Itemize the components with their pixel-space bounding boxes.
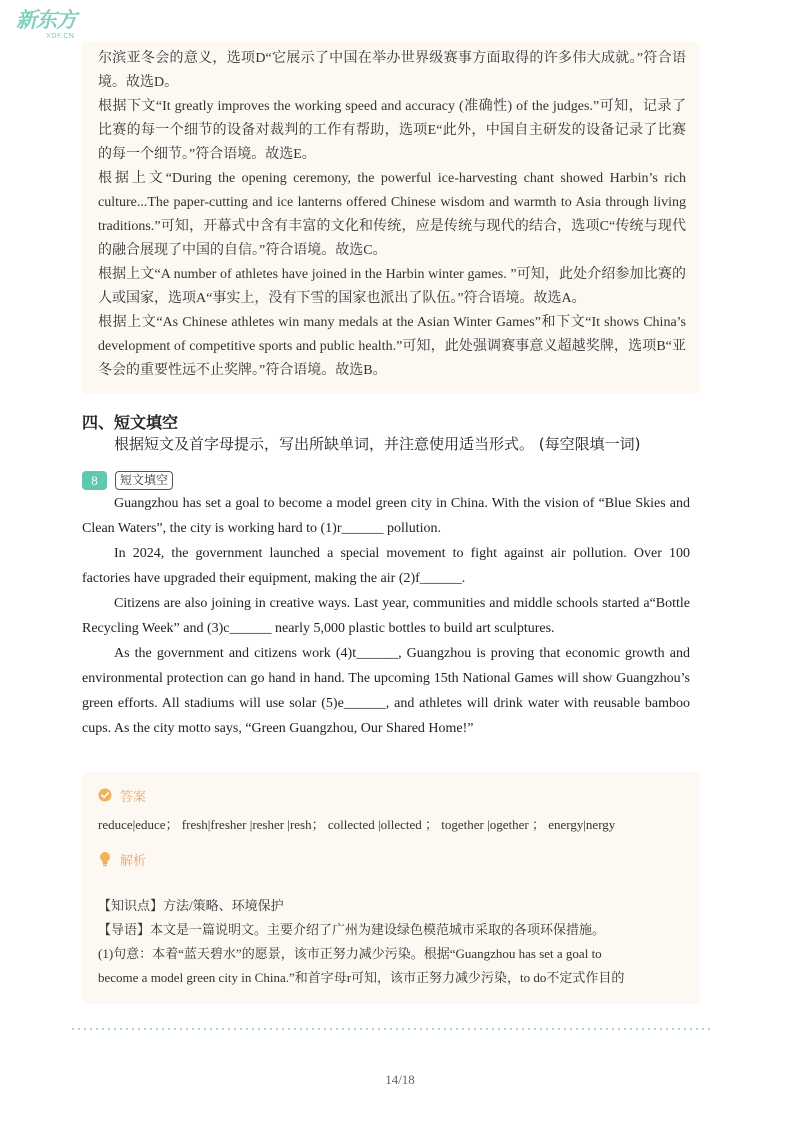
logo-en: XDF.CN bbox=[46, 32, 75, 40]
question-type-tag: 短文填空 bbox=[115, 471, 173, 490]
explanation-paragraph: 根据上文“A number of athletes have joined in the Harbin winter games. ”可知，此处介绍参加比赛的人或国家，选项A“事实上，没有下雪的国家也派出了队伍。”符合语境。故选A。 bbox=[98, 267, 686, 306]
explanation-header bbox=[98, 848, 686, 870]
explanation-line: 【导语】本文是一篇说明文。主要介绍了广州为建设绿色模范城市采取的各项环保措施。 bbox=[98, 922, 606, 937]
lightbulb-icon bbox=[98, 851, 112, 867]
cloze-passage bbox=[82, 491, 690, 741]
passage-paragraph: In 2024, the government launched a special movement to fight against air pollution. Over 100 factories have upgraded their equipment, making the air (2)f______. bbox=[82, 546, 690, 586]
passage-paragraph: Citizens are also joining in creative ways. Last year, communities and middle schools started a“Bottle Recycling Week” and (3)c______ nearly 5,000 plastic bottles to build art sculptures. bbox=[82, 596, 690, 636]
passage-paragraph: Guangzhou has set a goal to become a model green city in China. With the vision of “Blue Skies and Clean Waters”, the city is working hard to (1)r______ pollution. bbox=[82, 496, 690, 536]
page-number: 14/18 bbox=[385, 1072, 415, 1087]
check-circle-icon bbox=[98, 788, 112, 802]
explanation-paragraph: 根据上文“As Chinese athletes win many medals at the Asian Winter Games”和下文“It shows China’s development of competitive sports and public health.”可知，此处强调赛事意义超越奖牌，选项B“亚冬会的重要性远不止奖牌。”符合语境。故选B。 bbox=[98, 315, 686, 378]
explanation-label: 解析 bbox=[120, 853, 147, 869]
section-title: 四、短文填空 bbox=[82, 413, 179, 432]
passage-paragraph: As the government and citizens work (4)t______, Guangzhou is proving that economic growth and environmental protection can go hand in hand. The upcoming 15th National Games will show Guangzhou’s green efforts. All stadiums will use solar (5)e______, and athletes will drink water with reusable bamboo cups. As the city motto says, “Green Guangzhou, Our Shared Home!” bbox=[82, 646, 690, 736]
answer-explanation-box bbox=[82, 772, 700, 1004]
answer-header bbox=[98, 784, 686, 806]
explanation-paragraph: 根据下文“It greatly improves the working speed and accuracy (准确性) of the judges.”可知，记录了比赛的每一个细节的设备对裁判的工作有帮助，选项E“此外，中国自主研发的设备记录了比赛的每一个细节。”符合语境。故选E。 bbox=[98, 99, 686, 162]
logo-cn: 新东方 bbox=[16, 8, 76, 32]
explanation-line: become a model green city in China.”和首字母r可知，该市正努力减少污染，to do不定式作目的 bbox=[98, 970, 625, 985]
explanation-line: 【知识点】方法/策略、环境保护 bbox=[98, 898, 284, 913]
xdf-logo bbox=[16, 8, 86, 44]
explanation-paragraph: 根据上文“During the opening ceremony, the powerful ice-harvesting chant showed Harbin’s rich culture...The paper-cutting and ice lanterns offered Chinese wisdom and warmth to Asia through living traditions.”可知，开幕式中含有丰富的文化和传统，应是传统与现代的结合，选项C“传统与现代的融合展现了中国的自信。”符合语境。故选C。 bbox=[98, 171, 686, 258]
question-number-badge: 8 bbox=[82, 471, 107, 490]
dotted-divider bbox=[70, 1028, 712, 1030]
answer-label: 答案 bbox=[120, 789, 147, 805]
explanation-paragraph: 尔滨亚冬会的意义，选项D“它展示了中国在举办世界级赛事方面取得的许多伟大成就。”符合语境。故选D。 bbox=[98, 51, 686, 90]
answer-text: reduce|educe； fresh|fresher |resher |resh； collected |ollected ； together |ogether ； energy|nergy bbox=[98, 817, 616, 832]
explanation-line: (1)句意：本着“蓝天碧水”的愿景，该市正努力减少污染。根据“Guangzhou has set a goal to bbox=[98, 946, 602, 961]
section-instruction: 根据短文及首字母提示，写出所缺单词，并注意使用适当形式。 (每空限填一词) bbox=[114, 435, 641, 453]
previous-explanation-box bbox=[82, 42, 700, 394]
